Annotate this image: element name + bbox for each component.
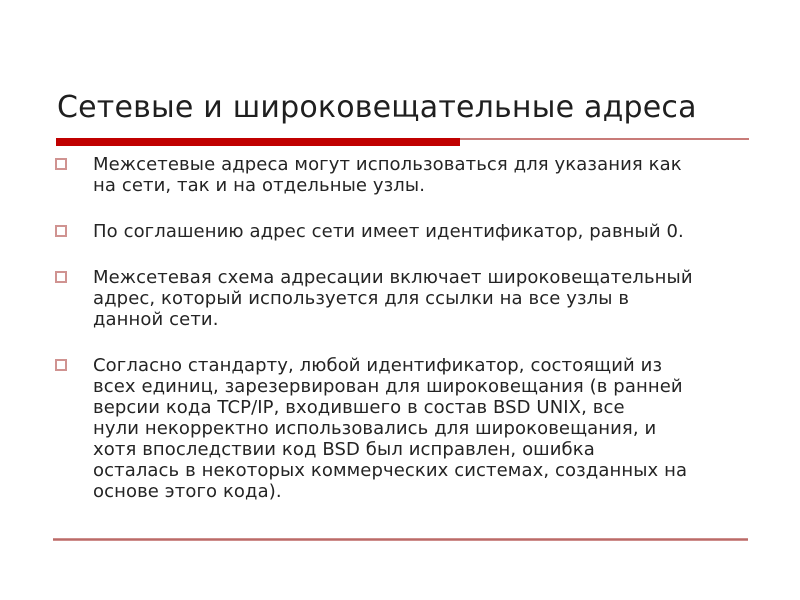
bullet-square-icon xyxy=(55,225,67,237)
bullet-text xyxy=(93,154,682,196)
bullet-text xyxy=(93,221,684,242)
bullet-square-icon xyxy=(55,359,67,371)
bullet-line: хотя впоследствии код BSD был исправлен, ошибка xyxy=(93,439,595,460)
bullet-line: Межсетевые адреса могут использоваться для указания как xyxy=(93,154,682,175)
footer-divider-line xyxy=(53,538,748,541)
bullet-text xyxy=(93,355,687,502)
bullet-line: По соглашению адрес сети имеет идентификатор, равный 0. xyxy=(93,221,684,242)
bullet-square-icon xyxy=(55,158,67,170)
bullet-line: основе этого кода). xyxy=(93,481,282,502)
bullet-list xyxy=(55,154,755,527)
bullet-line: осталась в некоторых коммерческих системах, созданных на xyxy=(93,460,688,481)
bullet-line: адрес, который используется для ссылки на все узлы в xyxy=(93,288,630,309)
bullet-item xyxy=(55,267,755,330)
bullet-item xyxy=(55,154,755,196)
title-divider-line xyxy=(460,138,749,140)
bullet-line: данной сети. xyxy=(93,309,219,330)
bullet-line: Межсетевая схема адресации включает широковещательный xyxy=(93,267,693,288)
bullet-line: Согласно стандарту, любой идентификатор, состоящий из xyxy=(93,355,663,376)
bullet-item xyxy=(55,221,755,242)
bullet-line: нули некорректно использовались для широковещания, и xyxy=(93,418,657,439)
bullet-square-icon xyxy=(55,271,67,283)
bullet-item xyxy=(55,355,755,502)
bullet-text xyxy=(93,267,693,330)
bullet-line: версии кода TCP/IP, входившего в состав BSD UNIX, все xyxy=(93,397,625,418)
title-divider-bar xyxy=(56,138,460,146)
bullet-line: всех единиц, зарезервирован для широковещания (в ранней xyxy=(93,376,683,397)
page-title: Сетевые и широковещательные адреса xyxy=(57,90,697,125)
bullet-line: на сети, так и на отдельные узлы. xyxy=(93,175,426,196)
